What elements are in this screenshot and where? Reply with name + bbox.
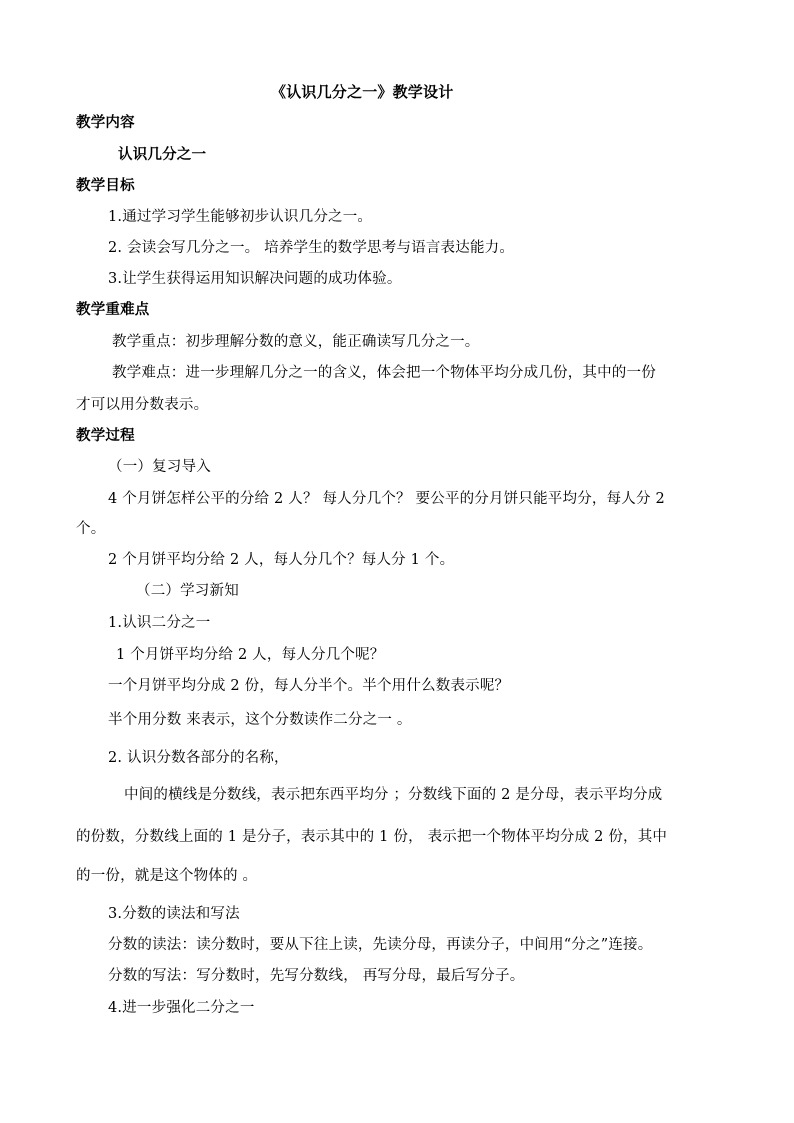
subsection-4-title: 4.进一步强化二分之一 [108,1000,255,1016]
subsection-2-line-2: 的份数，分数线上面的 1 是分子，表示其中的 1 份， 表示把一个物体平均分成 2 份，其中 [76,829,668,845]
subsection-1-question-3: 半个用分数 来表示，这个分数读作二分之一 。 [108,712,412,728]
subsection-1-question-2: 一个月饼平均分成 2 份，每人分半个。半个用什么数表示呢？ [108,678,510,694]
subsection-3-title: 3.分数的读法和写法 [108,906,240,922]
process-paragraph-1-line-2: 个。 [76,521,106,537]
subsection-2-line-3: 的一份，就是这个物体的 。 [76,868,258,884]
subsection-1-question-1: 1 个月饼平均分给 2 人，每人分几个呢？ [116,647,385,663]
teaching-content-body: 认识几分之一 [118,147,207,163]
key-point-difficulty-line-2: 才可以用分数表示。 [76,397,209,413]
process-part-2-title: （二）学习新知 [136,583,239,599]
heading-teaching-goals: 教学目标 [76,178,135,194]
key-point-difficulty-line-1: 教学难点：进一步理解几分之一的含义，体会把一个物体平均分成几份，其中的一份 [112,365,656,381]
heading-key-points: 教学重难点 [76,302,150,318]
subsection-1-title: 1.认识二分之一 [108,615,211,631]
heading-teaching-process: 教学过程 [76,428,135,444]
heading-teaching-content: 教学内容 [76,115,135,131]
process-paragraph-2: 2 个月饼平均分给 2 人，每人分几个？每人分 1 个。 [108,552,455,568]
goal-item-3: 3.让学生获得运用知识解决问题的成功体验。 [108,271,402,287]
subsection-3-reading-rule: 分数的读法：读分数时，要从下往上读，先读分母，再读分子，中间用“分之”连接。 [108,937,653,953]
subsection-3-writing-rule: 分数的写法：写分数时，先写分数线， 再写分母，最后写分子。 [108,968,525,984]
subsection-2-title: 2. 认识分数各部分的名称， [108,750,289,766]
document-title: 《认识几分之一》教学设计 [271,83,454,101]
goal-item-2: 2. 会读会写几分之一。 培养学生的数学思考与语言表达能力。 [108,240,515,256]
process-part-1-title: （一）复习导入 [108,459,211,475]
goal-item-1: 1.通过学习学生能够初步认识几分之一。 [108,209,373,225]
process-paragraph-1-line-1: 4 个月饼怎样公平的分给 2 人？ 每人分几个？ 要公平的分月饼只能平均分，每人分 2 [108,491,665,507]
key-point-focus: 教学重点：初步理解分数的意义，能正确读写几分之一。 [112,334,480,350]
subsection-2-line-1: 中间的横线是分数线，表示把东西平均分 ；分数线下面的 2 是分母，表示平均分成 [124,787,663,803]
